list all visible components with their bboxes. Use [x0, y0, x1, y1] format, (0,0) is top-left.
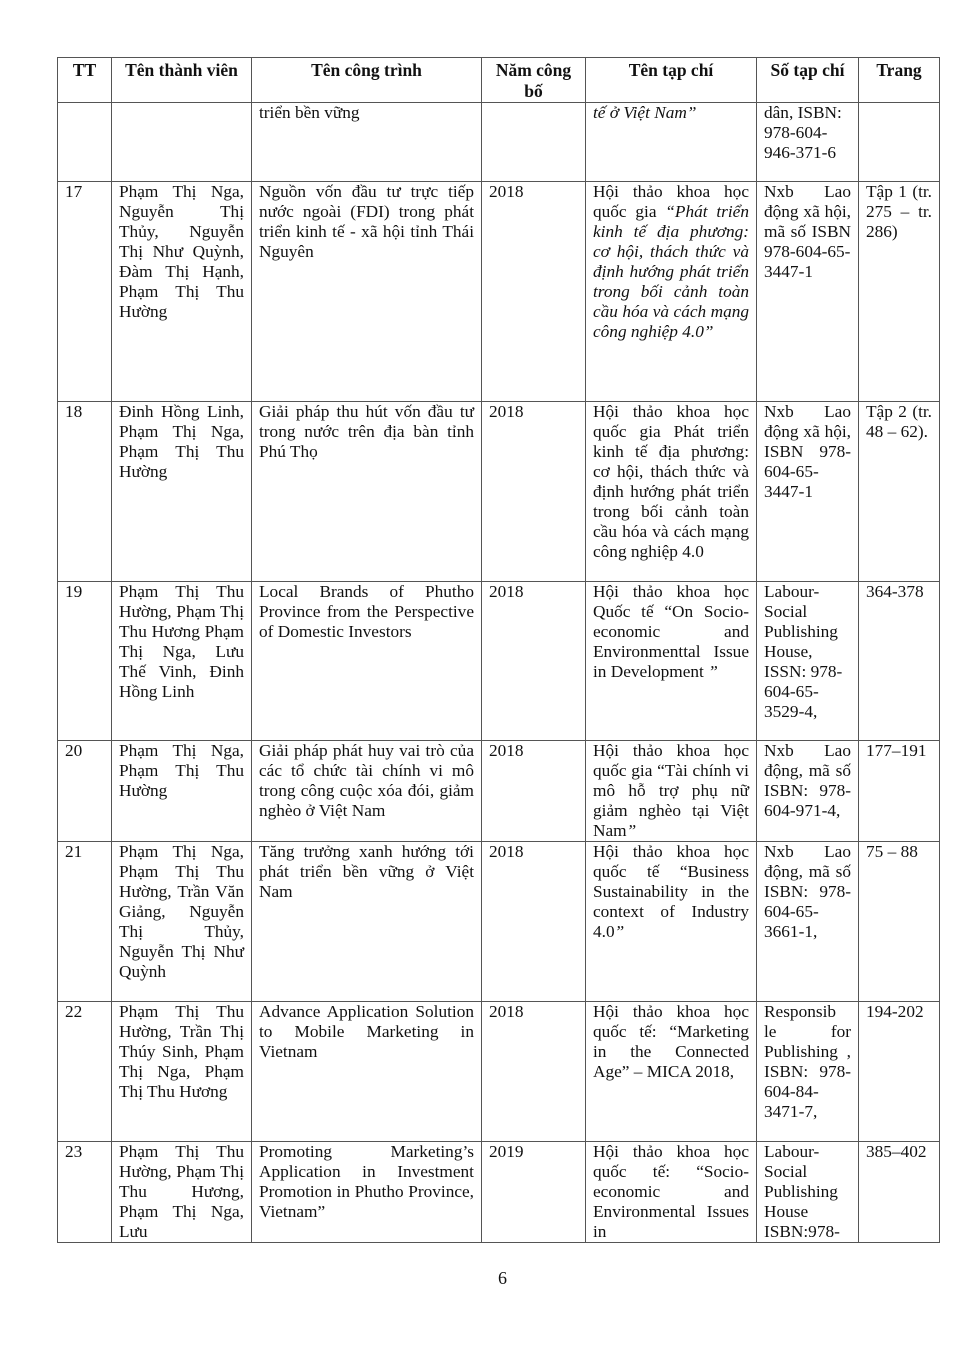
journal-italic-text: ”	[708, 662, 718, 681]
cell-tt: 20	[58, 741, 112, 842]
cell-tt: 17	[58, 182, 112, 402]
cell-tt	[58, 103, 112, 182]
table-row-continued	[58, 103, 940, 182]
cell-year: 2018	[482, 182, 586, 402]
cell-members: Đinh Hồng Linh, Phạm Thị Nga, Phạm Thị Thu Hường	[112, 402, 252, 582]
journal-text: Hội thảo khoa học quốc gia Phát triển kinh tế địa phương: cơ hội, thách thức và định hướng phát triển trong bối cảnh toàn cầu hóa và cách mạng công nghiệp 4.0	[593, 402, 749, 561]
cell-journal	[586, 741, 757, 842]
table-row	[58, 1002, 940, 1142]
cell-tt: 23	[58, 1142, 112, 1243]
cell-issue: dân, ISBN: 978-604-946-371-6	[757, 103, 859, 182]
journal-text: Hội thảo khoa học quốc tế: “Socio-economic and Environmental Issues in	[593, 1142, 749, 1241]
cell-journal	[586, 842, 757, 1002]
cell-year: 2018	[482, 402, 586, 582]
cell-pages: 194-202	[859, 1002, 940, 1142]
cell-members: Phạm Thị Thu Hường, Phạm Thị Thu Hương, Phạm Thị Nga, Lưu	[112, 1142, 252, 1243]
journal-text: Hội thảo khoa học quốc gia “Tài chính vi mô hỗ trợ phụ nữ giảm nghèo tại Việt Nam	[593, 741, 749, 840]
header-members: Tên thành viên	[112, 58, 252, 103]
cell-tt: 19	[58, 582, 112, 741]
cell-tt: 18	[58, 402, 112, 582]
cell-members: Phạm Thị Nga, Phạm Thị Thu Hường, Trần Văn Giảng, Nguyễn Thị Thủy, Nguyễn Thị Như Quỳnh	[112, 842, 252, 1002]
header-work: Tên công trình	[252, 58, 482, 103]
cell-journal: tế ở Việt Nam”	[586, 103, 757, 182]
cell-pages: 177–191	[859, 741, 940, 842]
cell-journal	[586, 582, 757, 741]
cell-work: Giải pháp phát huy vai trò của các tổ chức tài chính vi mô trong công cuộc xóa đói, giảm nghèo ở Việt Nam	[252, 741, 482, 842]
cell-work: Local Brands of Phutho Province from the Perspective of Domestic Investors	[252, 582, 482, 741]
journal-italic-text: ”	[626, 821, 637, 840]
cell-issue: Nxb Lao động, mã số ISBN: 978-604-65-3661-1,	[757, 842, 859, 1002]
cell-year: 2019	[482, 1142, 586, 1243]
cell-issue: Responsib le for Publishing , ISBN: 978-604-84-3471-7,	[757, 1002, 859, 1142]
header-year: Năm công bố	[482, 58, 586, 103]
journal-text: Hội thảo khoa học quốc tế “Business Sustainability in the context of Industry 4.0	[593, 842, 749, 941]
cell-members: Phạm Thị Nga, Nguyễn Thị Thủy, Nguyễn Thị Như Quỳnh, Đàm Thị Hạnh, Phạm Thị Thu Hường	[112, 182, 252, 402]
cell-issue: Nxb Lao động xã hội, ISBN 978-604-65-3447-1	[757, 402, 859, 582]
cell-year	[482, 103, 586, 182]
cell-journal	[586, 182, 757, 402]
table-row	[58, 1142, 940, 1243]
table-row	[58, 582, 940, 741]
journal-text: Hội thảo khoa học Quốc tế “On Socio-economic and Environmenttal Issue in Development	[593, 582, 749, 681]
cell-journal	[586, 1002, 757, 1142]
cell-pages: Tập 1 (tr. 275 – tr. 286)	[859, 182, 940, 402]
header-issue: Số tạp chí	[757, 58, 859, 103]
cell-pages	[859, 103, 940, 182]
cell-work: triển bền vững	[252, 103, 482, 182]
table-row	[58, 842, 940, 1002]
journal-text: Hội thảo khoa học quốc gia	[593, 182, 749, 221]
page-number: 6	[498, 1268, 507, 1288]
cell-year: 2018	[482, 582, 586, 741]
cell-issue: Nxb Lao động xã hội, mã số ISBN 978-604-65-3447-1	[757, 182, 859, 402]
header-pages: Trang	[859, 58, 940, 103]
journal-text: Hội thảo khoa học quốc tế: “Marketing in the Connected Age” – MICA 2018,	[593, 1002, 749, 1081]
cell-work: Tăng trưởng xanh hướng tới phát triển bền vững ở Việt Nam	[252, 842, 482, 1002]
table-header-row	[58, 58, 940, 103]
table-row	[58, 402, 940, 582]
header-tt: TT	[58, 58, 112, 103]
publications-table	[57, 57, 940, 1243]
cell-work: Promoting Marketing’s Application in Investment Promotion in Phutho Province, Vietnam”	[252, 1142, 482, 1243]
cell-work: Advance Application Solution to Mobile Marketing in Vietnam	[252, 1002, 482, 1142]
cell-pages: Tập 2 (tr. 48 – 62).	[859, 402, 940, 582]
table-row	[58, 182, 940, 402]
cell-work: Giải pháp thu hút vốn đầu tư trong nước trên địa bàn tỉnh Phú Thọ	[252, 402, 482, 582]
cell-issue: Labour-Social Publishing House, ISSN: 978-604-65-3529-4,	[757, 582, 859, 741]
cell-members	[112, 103, 252, 182]
journal-italic-text: “Phát triển kinh tế địa phương: cơ hội, thách thức và định hướng phát triển trong bối cảnh toàn cầu hóa và cách mạng công nghiệp 4.0”	[593, 202, 749, 341]
cell-year: 2018	[482, 842, 586, 1002]
cell-work: Nguồn vốn đầu tư trực tiếp nước ngoài (FDI) trong phát triển kinh tế - xã hội tỉnh Thái Nguyên	[252, 182, 482, 402]
journal-italic-text: ”	[614, 922, 625, 941]
header-journal: Tên tạp chí	[586, 58, 757, 103]
cell-members: Phạm Thị Thu Hường, Phạm Thị Thu Hương Phạm Thị Nga, Lưu Thế Vinh, Đinh Hồng Linh	[112, 582, 252, 741]
table-row	[58, 741, 940, 842]
cell-tt: 21	[58, 842, 112, 1002]
cell-pages: 75 – 88	[859, 842, 940, 1002]
cell-members: Phạm Thị Thu Hường, Trần Thị Thúy Sinh, Phạm Thị Nga, Phạm Thị Thu Hương	[112, 1002, 252, 1142]
cell-year: 2018	[482, 741, 586, 842]
cell-year: 2018	[482, 1002, 586, 1142]
cell-members: Phạm Thị Nga, Phạm Thị Thu Hường	[112, 741, 252, 842]
cell-issue: Nxb Lao động, mã số ISBN: 978-604-971-4,	[757, 741, 859, 842]
cell-journal	[586, 1142, 757, 1243]
cell-pages: 364-378	[859, 582, 940, 741]
cell-journal	[586, 402, 757, 582]
cell-tt: 22	[58, 1002, 112, 1142]
cell-issue: Labour-Social Publishing House ISBN:978-	[757, 1142, 859, 1243]
cell-pages: 385–402	[859, 1142, 940, 1243]
